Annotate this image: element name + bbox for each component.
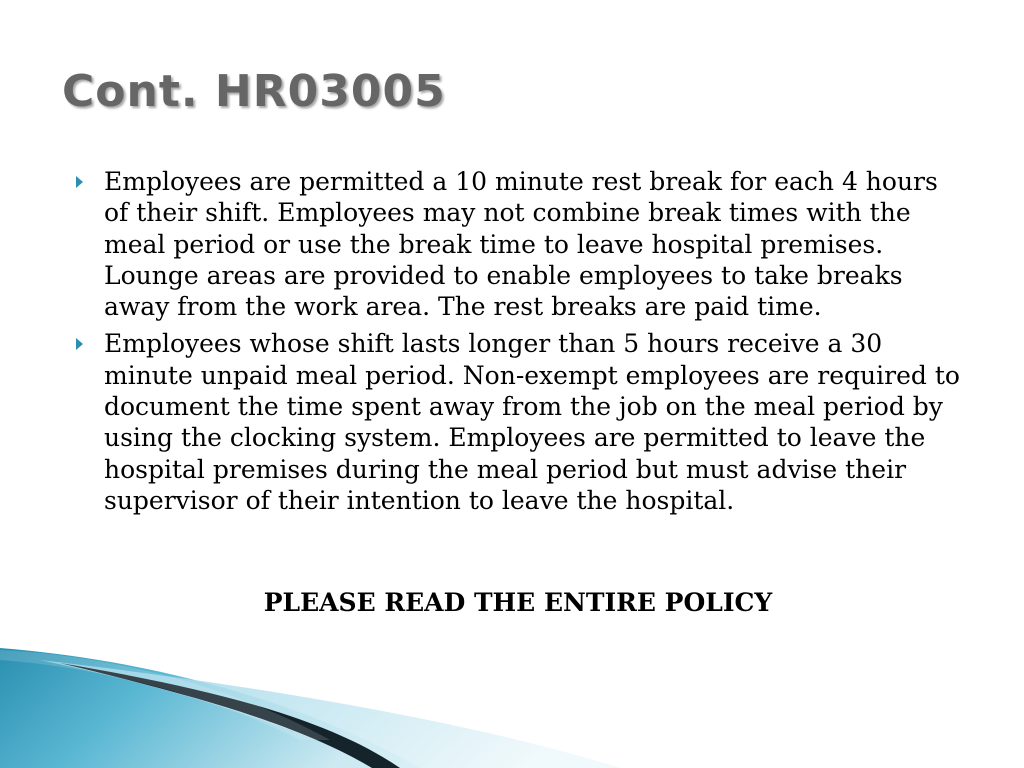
triangle-right-icon [76,338,83,350]
policy-callout: PLEASE READ THE ENTIRE POLICY [263,588,773,617]
bullet-item [74,328,964,516]
bullet-text: Employees whose shift lasts longer than 5 hours receive a 30 minute unpaid meal period. Non-exempt employees are required to document the time spent away from the job on the meal period by using the clocking system. Employees are permitted to leave the hospital premises during the meal period but must advise their supervisor of their intention to leave the hospital. [104,329,960,515]
slide-title: Cont. HR03005 [62,66,446,117]
slide-body [74,166,964,522]
bullet-item [74,166,964,322]
bullet-text: Employees are permitted a 10 minute rest break for each 4 hours of their shift. Employees may not combine break times with the meal period or use the break time to leave hospital premises. Lounge areas are provided to enable employees to take breaks away from the work area. The rest breaks are paid time. [104,167,938,322]
triangle-right-icon [76,176,83,188]
